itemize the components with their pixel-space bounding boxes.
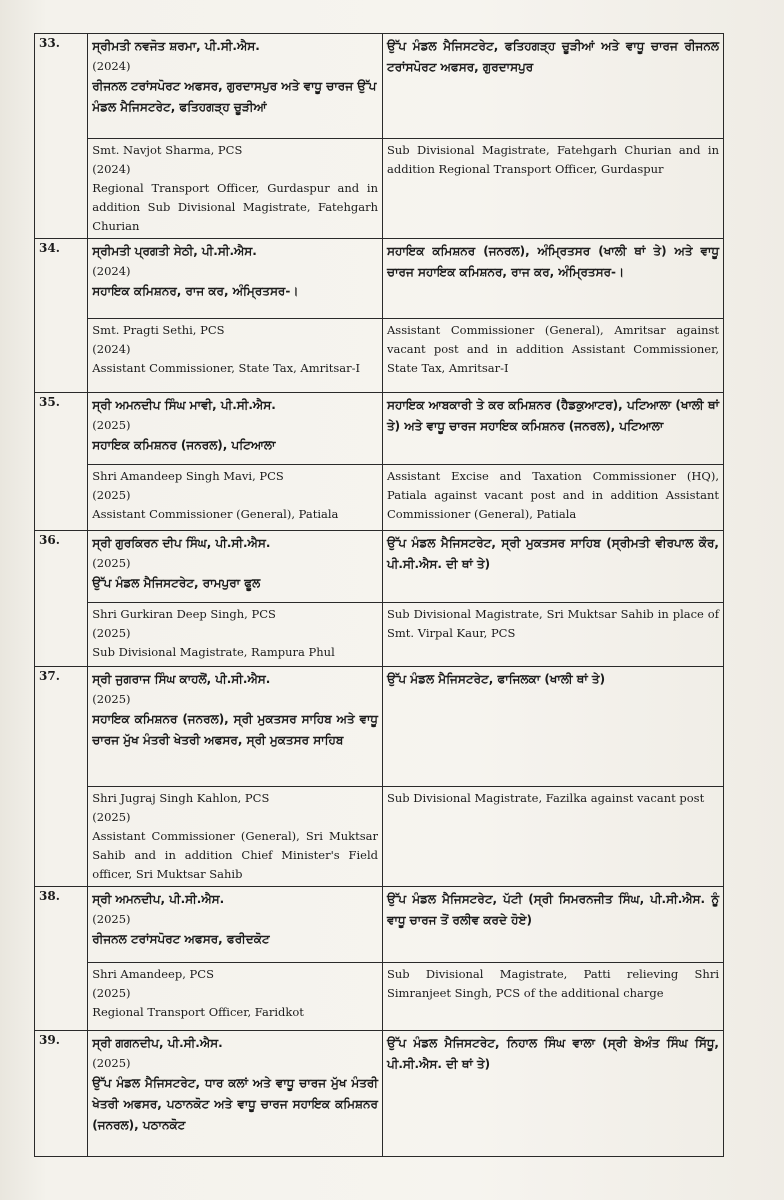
english-new-posting-cell [383, 465, 724, 531]
table-row [35, 239, 724, 319]
table-row [35, 667, 724, 787]
punjabi-officer-cell [88, 531, 383, 603]
current-posting-english: Sub Divisional Magistrate, Rampura Phul [92, 645, 335, 659]
table-row [35, 887, 724, 963]
current-posting-punjabi: ਸਹਾਇਕ ਕਮਿਸ਼ਨਰ, ਰਾਜ ਕਰ, ਅੰਮ੍ਰਿਤਸਰ-। [92, 284, 299, 298]
officer-name-english: Shri Jugraj Singh Kahlon, PCS [92, 791, 270, 805]
punjabi-new-posting-cell [383, 34, 724, 139]
table-row [35, 34, 724, 139]
officer-name-punjabi: ਸ੍ਰੀਮਤੀ ਪ੍ਰਗਤੀ ਸੇਠੀ, ਪੀ.ਸੀ.ਐਸ. [92, 244, 257, 258]
serial-number: 39. [35, 1031, 88, 1157]
officer-name-english: Shri Amandeep, PCS [92, 967, 214, 981]
batch-year: (2025) [92, 556, 131, 570]
batch-year: (2024) [92, 342, 131, 356]
current-posting-punjabi: ਉੱਪ ਮੰਡਲ ਮੈਜਿਸਟਰੇਟ, ਰਾਮਪੁਰਾ ਫੂਲ [92, 576, 261, 590]
punjabi-officer-cell [88, 887, 383, 963]
current-posting-punjabi: ਸਹਾਇਕ ਕਮਿਸ਼ਨਰ (ਜਨਰਲ), ਪਟਿਆਲਾ [92, 438, 276, 452]
current-posting-english: Assistant Commissioner (General), Patiala [92, 507, 339, 521]
new-posting-punjabi: ਸਹਾਇਕ ਆਬਕਾਰੀ ਤੇ ਕਰ ਕਮਿਸ਼ਨਰ (ਹੈਡਕੁਆਟਰ), ਪਟਿਆਲਾ (ਖਾਲੀ ਥਾਂ ਤੇ) ਅਤੇ ਵਾਧੂ ਚਾਰਜ ਸਹਾਇਕ ਕਮਿਸ਼ਨਰ (ਜਨਰਲ), ਪਟਿਆਲਾ [387, 398, 719, 433]
punjabi-officer-cell [88, 239, 383, 319]
serial-number: 35. [35, 393, 88, 531]
english-new-posting-cell [383, 139, 724, 239]
new-posting-punjabi: ਉੱਪ ਮੰਡਲ ਮੈਜਿਸਟਰੇਟ, ਸ੍ਰੀ ਮੁਕਤਸਰ ਸਾਹਿਬ (ਸ੍ਰੀਮਤੀ ਵੀਰਪਾਲ ਕੌਰ, ਪੀ.ਸੀ.ਐਸ. ਦੀ ਥਾਂ ਤੇ) [387, 536, 719, 571]
transfer-orders-table [34, 33, 724, 1157]
punjabi-new-posting-cell [383, 887, 724, 963]
table-row [35, 531, 724, 603]
batch-year: (2025) [92, 810, 131, 824]
english-new-posting-cell [383, 963, 724, 1031]
officer-name-english: Shri Amandeep Singh Mavi, PCS [92, 469, 284, 483]
current-posting-punjabi: ਉੱਪ ਮੰਡਲ ਮੈਜਿਸਟਰੇਟ, ਧਾਰ ਕਲਾਂ ਅਤੇ ਵਾਧੂ ਚਾਰਜ ਮੁੱਖ ਮੰਤਰੀ ਖੇਤਰੀ ਅਫਸਰ, ਪਠਾਨਕੋਟ ਅਤੇ ਵਾਧੂ ਚਾਰਜ ਸਹਾਇਕ ਕਮਿਸ਼ਨਰ (ਜਨਰਲ), ਪਠਾਨਕੋਟ [92, 1076, 378, 1132]
table-row [35, 319, 724, 393]
english-officer-cell [88, 963, 383, 1031]
officer-name-punjabi: ਸ੍ਰੀ ਅਮਨਦੀਪ ਸਿੰਘ ਮਾਵੀ, ਪੀ.ਸੀ.ਐਸ. [92, 398, 276, 412]
table-row [35, 787, 724, 887]
english-new-posting-cell [383, 319, 724, 393]
table-row [35, 465, 724, 531]
serial-number: 33. [35, 34, 88, 239]
batch-year: (2025) [92, 626, 131, 640]
current-posting-english: Regional Transport Officer, Gurdaspur and in addition Sub Divisional Magistrate, Fatehgarh Churian [92, 181, 378, 233]
punjabi-officer-cell [88, 34, 383, 139]
batch-year: (2024) [92, 59, 131, 73]
serial-number: 34. [35, 239, 88, 393]
officer-name-punjabi: ਸ੍ਰੀ ਅਮਨਦੀਪ, ਪੀ.ਸੀ.ਐਸ. [92, 892, 225, 906]
punjabi-new-posting-cell [383, 393, 724, 465]
current-posting-english: Assistant Commissioner (General), Sri Muktsar Sahib and in addition Chief Minister's Field officer, Sri Muktsar Sahib [92, 829, 378, 881]
serial-number: 38. [35, 887, 88, 1031]
english-officer-cell [88, 139, 383, 239]
english-officer-cell [88, 465, 383, 531]
batch-year: (2024) [92, 162, 131, 176]
officer-name-english: Shri Gurkiran Deep Singh, PCS [92, 607, 276, 621]
punjabi-new-posting-cell [383, 239, 724, 319]
new-posting-punjabi: ਉੱਪ ਮੰਡਲ ਮੈਜਿਸਟਰੇਟ, ਪੱਟੀ (ਸ੍ਰੀ ਸਿਮਰਨਜੀਤ ਸਿੰਘ, ਪੀ.ਸੀ.ਐਸ. ਨੂੰ ਵਾਧੂ ਚਾਰਜ ਤੋਂ ਰਲੀਵ ਕਰਦੇ ਹੋਏ) [387, 892, 719, 927]
new-posting-english: Sub Divisional Magistrate, Sri Muktsar Sahib in place of Smt. Virpal Kaur, PCS [387, 607, 719, 640]
current-posting-english: Assistant Commissioner, State Tax, Amritsar-I [92, 361, 361, 375]
officer-name-english: Smt. Navjot Sharma, PCS [92, 143, 243, 157]
new-posting-punjabi: ਉੱਪ ਮੰਡਲ ਮੈਜਿਸਟਰੇਟ, ਫਾਜਿਲਕਾ (ਖਾਲੀ ਥਾਂ ਤੇ) [387, 672, 606, 686]
table-row [35, 393, 724, 465]
batch-year: (2024) [92, 264, 131, 278]
new-posting-english: Sub Divisional Magistrate, Patti relieving Shri Simranjeet Singh, PCS of the additional charge [387, 967, 719, 1000]
officer-name-punjabi: ਸ੍ਰੀ ਜੁਗਰਾਜ ਸਿੰਘ ਕਾਹਲੋਂ, ਪੀ.ਸੀ.ਐਸ. [92, 672, 271, 686]
new-posting-english: Assistant Excise and Taxation Commissioner (HQ), Patiala against vacant post and in addition Assistant Commissioner (General), Patiala [387, 469, 719, 521]
new-posting-english: Assistant Commissioner (General), Amritsar against vacant post and in addition Assistant Commissioner, State Tax, Amritsar-I [387, 323, 719, 375]
batch-year: (2025) [92, 692, 131, 706]
serial-number: 36. [35, 531, 88, 667]
english-new-posting-cell [383, 787, 724, 887]
punjabi-new-posting-cell [383, 1031, 724, 1157]
punjabi-officer-cell [88, 1031, 383, 1157]
punjabi-officer-cell [88, 667, 383, 787]
punjabi-new-posting-cell [383, 531, 724, 603]
punjabi-officer-cell [88, 393, 383, 465]
new-posting-punjabi: ਉੱਪ ਮੰਡਲ ਮੈਜਿਸਟਰੇਟ, ਨਿਹਾਲ ਸਿੰਘ ਵਾਲਾ (ਸ੍ਰੀ ਬੇਅੰਤ ਸਿੰਘ ਸਿੱਧੂ, ਪੀ.ਸੀ.ਐਸ. ਦੀ ਥਾਂ ਤੇ) [387, 1036, 719, 1071]
officer-name-punjabi: ਸ੍ਰੀਮਤੀ ਨਵਜੋਤ ਸ਼ਰਮਾ, ਪੀ.ਸੀ.ਐਸ. [92, 39, 260, 53]
english-officer-cell [88, 319, 383, 393]
table-row [35, 963, 724, 1031]
batch-year: (2025) [92, 488, 131, 502]
english-officer-cell [88, 787, 383, 887]
table-row [35, 139, 724, 239]
batch-year: (2025) [92, 1056, 131, 1070]
table-row [35, 1031, 724, 1157]
officer-name-english: Smt. Pragti Sethi, PCS [92, 323, 225, 337]
new-posting-punjabi: ਸਹਾਇਕ ਕਮਿਸ਼ਨਰ (ਜਨਰਲ), ਅੰਮ੍ਰਿਤਸਰ (ਖਾਲੀ ਥਾਂ ਤੇ) ਅਤੇ ਵਾਧੂ ਚਾਰਜ ਸਹਾਇਕ ਕਮਿਸ਼ਨਰ, ਰਾਜ ਕਰ, ਅੰਮ੍ਰਿਤਸਰ-। [387, 244, 719, 279]
table-row [35, 603, 724, 667]
officer-name-punjabi: ਸ੍ਰੀ ਗੁਰਕਿਰਨ ਦੀਪ ਸਿੰਘ, ਪੀ.ਸੀ.ਐਸ. [92, 536, 271, 550]
batch-year: (2025) [92, 912, 131, 926]
officer-name-punjabi: ਸ੍ਰੀ ਗਗਨਦੀਪ, ਪੀ.ਸੀ.ਐਸ. [92, 1036, 223, 1050]
serial-number: 37. [35, 667, 88, 887]
english-new-posting-cell [383, 603, 724, 667]
current-posting-punjabi: ਰੀਜਨਲ ਟਰਾਂਸਪੋਰਟ ਅਫਸਰ, ਗੁਰਦਾਸਪੁਰ ਅਤੇ ਵਾਧੂ ਚਾਰਜ ਉੱਪ ਮੰਡਲ ਮੈਜਿਸਟਰੇਟ, ਫਤਿਹਗੜ੍ਹ ਚੂੜੀਆਂ [92, 79, 377, 114]
batch-year: (2025) [92, 418, 131, 432]
current-posting-punjabi: ਸਹਾਇਕ ਕਮਿਸ਼ਨਰ (ਜਨਰਲ), ਸ੍ਰੀ ਮੁਕਤਸਰ ਸਾਹਿਬ ਅਤੇ ਵਾਧੂ ਚਾਰਜ ਮੁੱਖ ਮੰਤਰੀ ਖੇਤਰੀ ਅਫਸਰ, ਸ੍ਰੀ ਮੁਕਤਸਰ ਸਾਹਿਬ [92, 712, 378, 747]
new-posting-punjabi: ਉੱਪ ਮੰਡਲ ਮੈਜਿਸਟਰੇਟ, ਫਤਿਹਗੜ੍ਹ ਚੂੜੀਆਂ ਅਤੇ ਵਾਧੂ ਚਾਰਜ ਰੀਜਨਲ ਟਰਾਂਸਪੋਰਟ ਅਫਸਰ, ਗੁਰਦਾਸਪੁਰ [387, 39, 719, 74]
current-posting-english: Regional Transport Officer, Faridkot [92, 1005, 304, 1019]
new-posting-english: Sub Divisional Magistrate, Fazilka against vacant post [387, 791, 705, 805]
english-officer-cell [88, 603, 383, 667]
batch-year: (2025) [92, 986, 131, 1000]
current-posting-punjabi: ਰੀਜਨਲ ਟਰਾਂਸਪੋਰਟ ਅਫਸਰ, ਫਰੀਦਕੋਟ [92, 932, 270, 946]
new-posting-english: Sub Divisional Magistrate, Fatehgarh Churian and in addition Regional Transport Officer, Gurdaspur [387, 143, 719, 176]
punjabi-new-posting-cell [383, 667, 724, 787]
